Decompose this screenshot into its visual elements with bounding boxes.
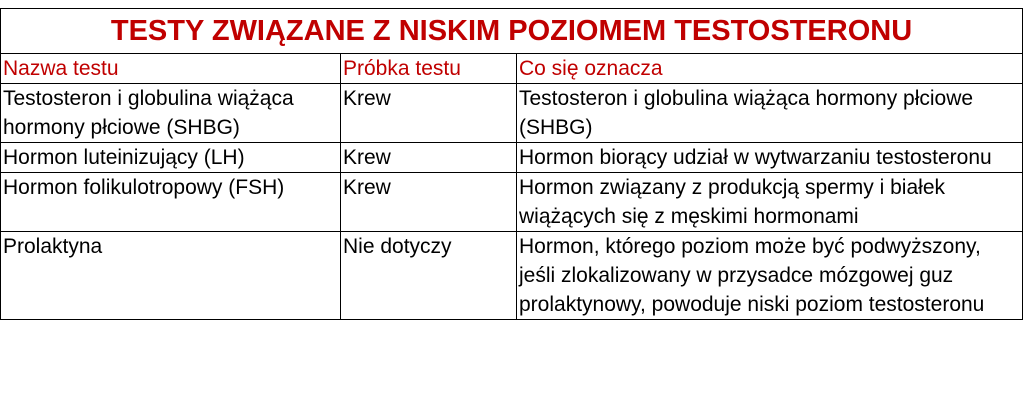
table-title: TESTY ZWIĄZANE Z NISKIM POZIOMEM TESTOSTERONU (1, 9, 1023, 54)
table-row (1, 232, 1023, 320)
cell-test-sample: Krew (341, 173, 517, 232)
cell-meaning: Hormon związany z produkcją spermy i białek wiążących się z męskimi hormonami (517, 173, 1023, 232)
cell-meaning: Testosteron i globulina wiążąca hormony płciowe (SHBG) (517, 84, 1023, 143)
header-row (1, 54, 1023, 84)
cell-test-name: Hormon luteinizujący (LH) (1, 143, 341, 173)
table-row (1, 173, 1023, 232)
testosterone-tests-table-container (0, 8, 1023, 320)
table-row (1, 84, 1023, 143)
title-row (1, 9, 1023, 54)
header-meaning: Co się oznacza (517, 54, 1023, 84)
cell-test-name: Hormon folikulotropowy (FSH) (1, 173, 341, 232)
testosterone-tests-table (0, 8, 1023, 320)
cell-test-name: Testosteron i globulina wiążąca hormony płciowe (SHBG) (1, 84, 341, 143)
cell-meaning: Hormon biorący udział w wytwarzaniu testosteronu (517, 143, 1023, 173)
header-test-name: Nazwa testu (1, 54, 341, 84)
cell-test-sample: Krew (341, 84, 517, 143)
header-test-sample: Próbka testu (341, 54, 517, 84)
cell-test-name: Prolaktyna (1, 232, 341, 320)
cell-test-sample: Nie dotyczy (341, 232, 517, 320)
cell-test-sample: Krew (341, 143, 517, 173)
table-row (1, 143, 1023, 173)
cell-meaning: Hormon, którego poziom może być podwyższony, jeśli zlokalizowany w przysadce mózgowej guz prolaktynowy, powoduje niski poziom testosteronu (517, 232, 1023, 320)
